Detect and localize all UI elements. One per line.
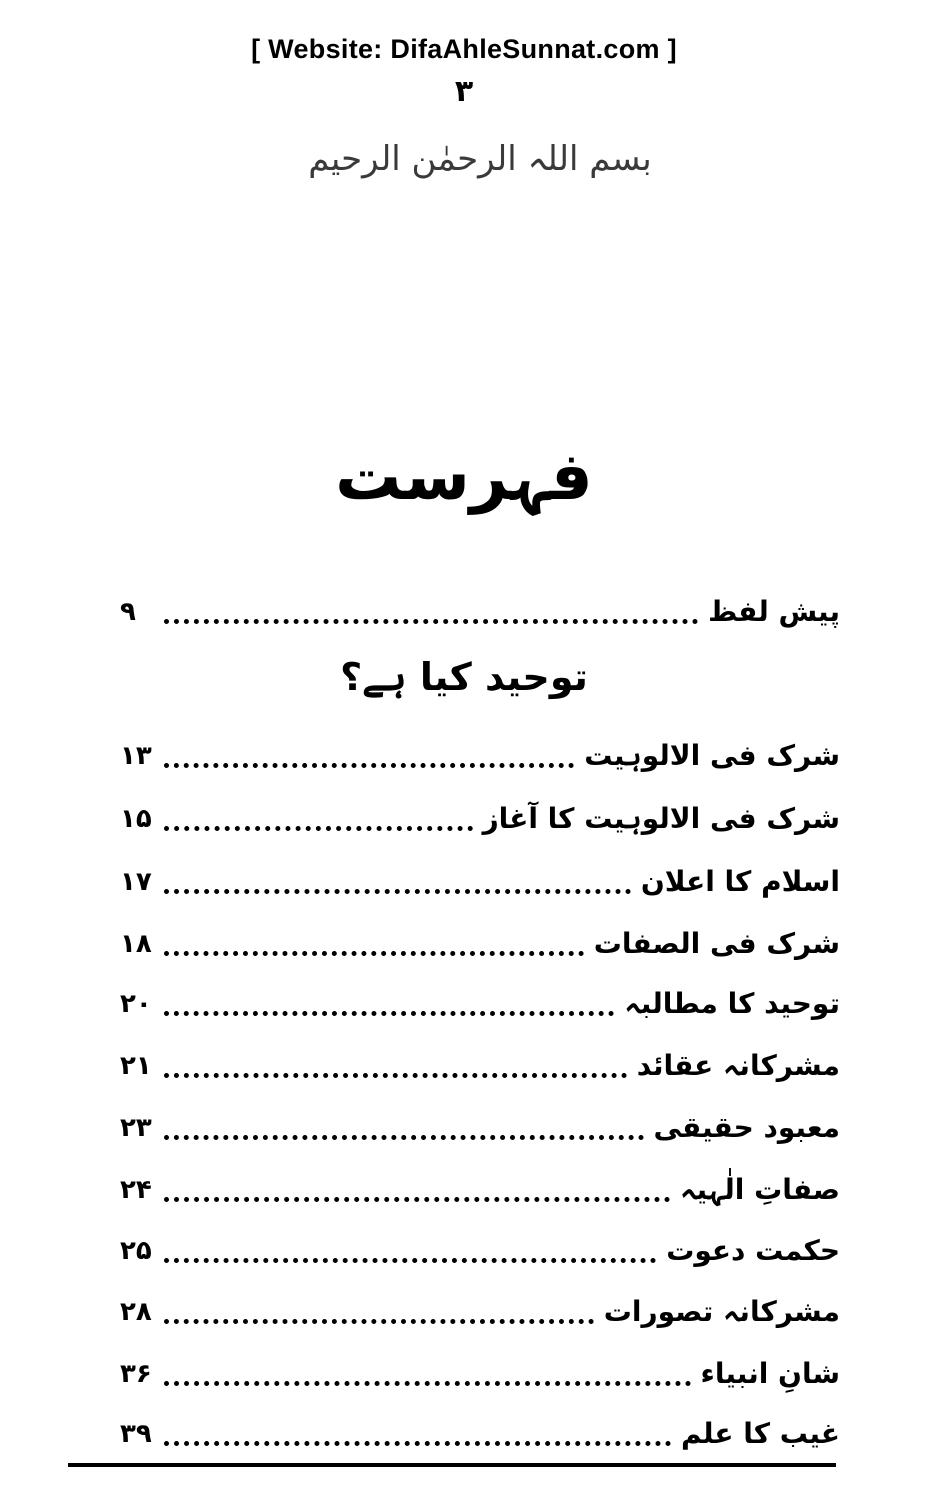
toc-entry-label: اسلام کا اعلان	[640, 865, 840, 898]
toc-entry-page: ۳۹	[120, 1419, 152, 1449]
toc-row	[120, 1288, 840, 1332]
toc-leader-dots	[164, 1197, 670, 1202]
toc-leader-dots	[164, 1135, 644, 1140]
toc-entry-label: شانِ انبیاء	[700, 1357, 840, 1390]
toc-row	[120, 1166, 840, 1210]
website-header: [ Website: DifaAhleSunnat.com ]	[251, 34, 677, 64]
toc-entry-page: ۲۵	[120, 1236, 152, 1266]
toc-entry-label: صفاتِ الٰہیہ	[680, 1173, 840, 1206]
page-number: ۳	[454, 74, 474, 109]
toc-entry-label: توحید کا مطالبہ	[624, 987, 840, 1020]
bismillah-calligraphy: بسم اللہ الرحمٰن الرحیم	[308, 139, 652, 179]
toc-leader-dots	[164, 1319, 594, 1324]
toc-entry-page: ۲۴	[120, 1175, 152, 1205]
toc-leader-dots	[164, 1441, 671, 1446]
toc-row	[120, 1042, 840, 1086]
toc-entry-page: ۲۱	[120, 1051, 152, 1081]
toc-row	[120, 1350, 840, 1394]
toc-leader-dots	[164, 763, 574, 768]
toc-entry-label: پیش لفظ	[708, 595, 840, 628]
toc-entry-label: شرک فی الالوہیت	[584, 739, 840, 772]
toc-row	[120, 795, 840, 839]
toc-row	[120, 732, 840, 776]
page-title: فہرست	[335, 438, 593, 515]
toc-entry-page: ۱۸	[120, 929, 152, 959]
toc-entry-page: ۲۸	[120, 1297, 152, 1327]
toc-entry-page: ۹	[120, 597, 136, 627]
toc-leader-dots	[164, 1258, 656, 1263]
toc-entry-label: معبود حقیقی	[653, 1111, 840, 1144]
toc-leader-dots	[164, 826, 473, 831]
toc-entry-page: ۱۷	[120, 867, 152, 897]
toc-row	[120, 920, 840, 964]
toc-row-preface	[120, 588, 840, 632]
bottom-divider	[68, 1463, 836, 1467]
toc-row	[120, 1104, 840, 1148]
toc-leader-dots	[164, 1381, 691, 1386]
toc-leader-dots	[164, 1011, 614, 1016]
toc-entry-label: مشرکانہ تصورات	[603, 1295, 840, 1328]
toc-row	[120, 1410, 840, 1454]
toc-entry-page: ۱۳	[120, 741, 152, 771]
toc-leader-dots	[164, 889, 631, 894]
toc-leader-dots	[164, 951, 584, 956]
toc-entry-label: مشرکانہ عقائد	[636, 1049, 840, 1082]
toc-leader-dots	[164, 619, 698, 624]
toc-entry-page: ۲۳	[120, 1113, 152, 1143]
toc-entry-label: شرک فی الالوہیت کا آغاز	[482, 802, 840, 835]
toc-row	[120, 858, 840, 902]
section-heading: توحید کیا ہے؟	[340, 655, 588, 699]
toc-entry-page: ۲۰	[120, 989, 152, 1019]
toc-entry-page: ۱۵	[120, 804, 152, 834]
toc-entry-label: حکمت دعوت	[666, 1234, 840, 1267]
toc-entry-label: غیب کا علم	[680, 1417, 840, 1450]
toc-row	[120, 1227, 840, 1271]
toc-leader-dots	[164, 1073, 627, 1078]
toc-entry-label: شرک فی الصفات	[593, 927, 840, 960]
toc-row	[120, 980, 840, 1024]
toc-entry-page: ۳۶	[120, 1359, 152, 1389]
